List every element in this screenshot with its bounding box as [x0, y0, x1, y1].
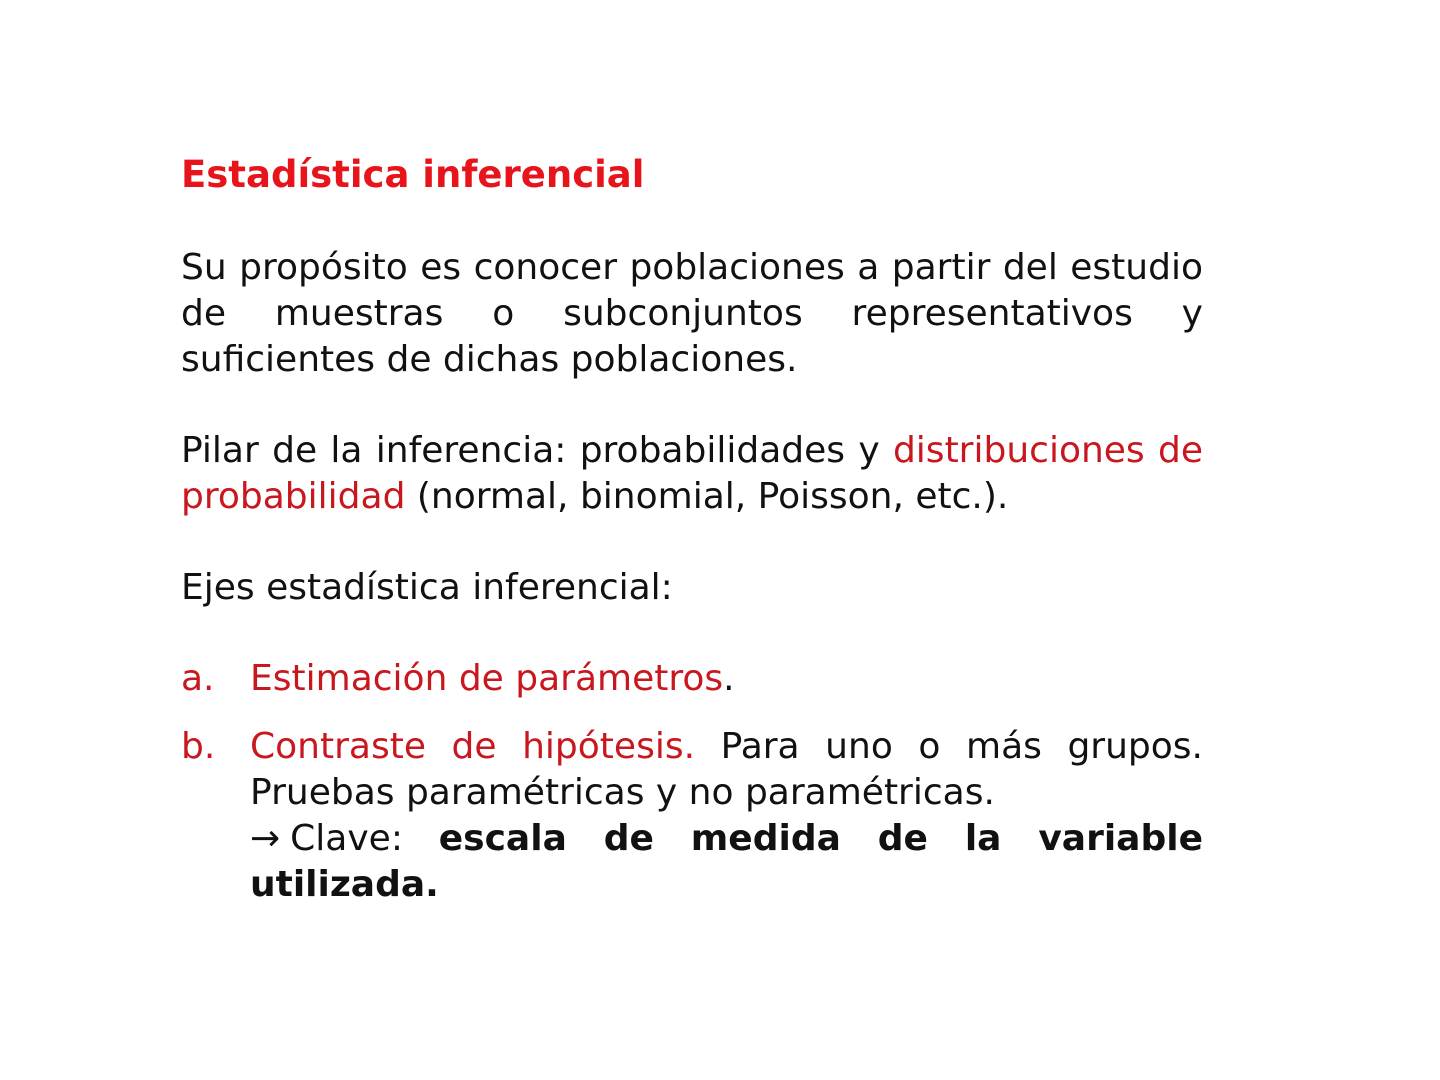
arrow-right-icon: → — [250, 818, 281, 859]
list-marker: b. — [181, 726, 216, 767]
slide-title: Estadística inferencial — [181, 153, 645, 196]
pillar-paragraph — [181, 428, 1203, 520]
pillar-suffix: (normal, binomial, Poisson, etc.). — [405, 476, 1009, 517]
purpose-paragraph: Su propósito es conocer poblaciones a partir del estudio de muestras o subconjuntos representativos y suficientes de dichas poblaciones. — [181, 247, 1203, 380]
slide-content — [181, 150, 1203, 908]
list-item — [181, 724, 1203, 908]
list-item-highlight: Estimación de parámetros — [250, 658, 724, 699]
list-item — [181, 656, 1203, 702]
pillar-prefix: Pilar de la inferencia: probabilidades y — [181, 430, 893, 471]
list-item-highlight: Contraste de hipótesis. — [250, 726, 696, 767]
list-marker: a. — [181, 658, 215, 699]
key-text: escala de medida de la variable utilizada. — [250, 818, 1203, 905]
key-label: Clave: — [290, 818, 403, 859]
list-item-suffix: . — [723, 658, 735, 699]
pillar-highlight: distribuciones de probabilidad — [181, 430, 1204, 517]
list-item-text: Para uno o más grupos. Pruebas paramétricas y no paramétricas. — [250, 726, 1203, 813]
axes-list — [181, 656, 1203, 908]
axes-heading: Ejes estadística inferencial: — [181, 567, 673, 608]
